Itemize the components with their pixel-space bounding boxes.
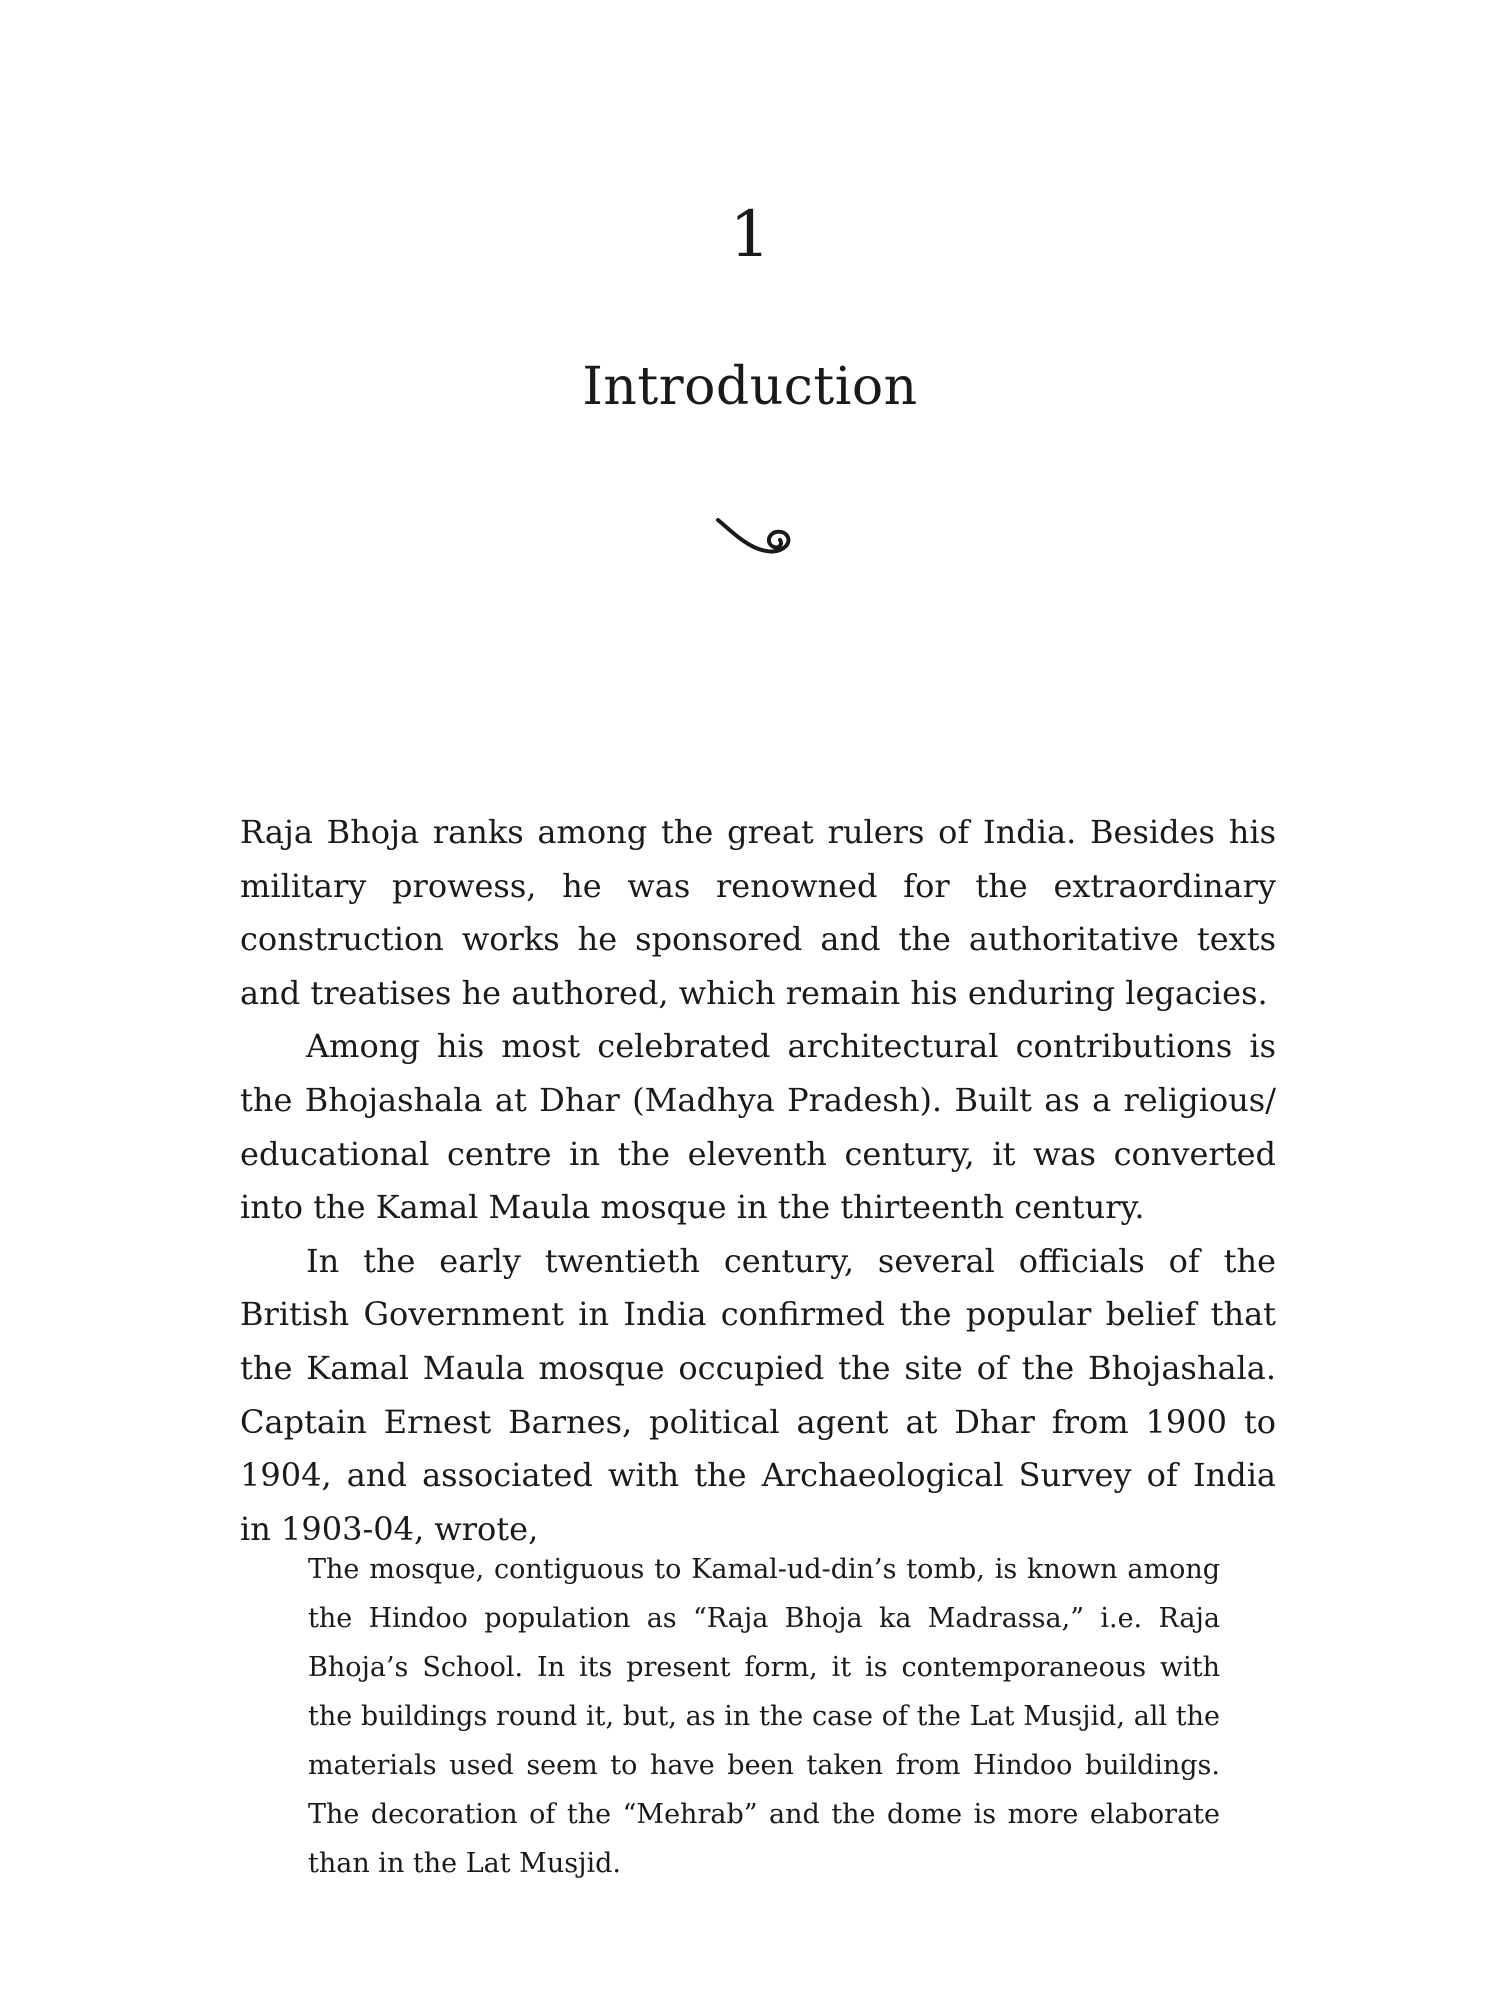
swirl-ornament-icon [712, 512, 802, 572]
paragraph-1: Raja Bhoja ranks among the great rulers of India. Besides his military prowess, he was renowned for the extraordinary construction works he sponsored and the authoritative texts and treatises he authored, which remain his enduring legacies. [240, 813, 1276, 1012]
chapter-title: Introduction [582, 357, 918, 417]
body-text [240, 806, 1276, 1556]
paragraph-2: Among his most celebrated architectural contributions is the Bhojashala at Dhar (Madhya Pradesh). Built as a religious/ educational centre in the eleventh century, it was converted into the Kamal Maula mosque in the thirteenth century. [240, 1027, 1276, 1227]
chapter-number: 1 [729, 198, 771, 272]
paragraph-3: In the early twentieth century, several officials of the British Government in India confirmed the popular belief that the Kamal Maula mosque occupied the site of the Bhojashala. Captain Ernest Barnes, political agent at Dhar from 1900 to 1904, and associated with the Archaeological Survey of India in 1903-04, wrote, [240, 1241, 1276, 1548]
block-quote: The mosque, contiguous to Kamal-ud-din’s tomb, is known among the Hindoo population as “Raja Bhoja ka Madrassa,” i.e. Raja Bhoja’s School. In its present form, it is contemporaneous with the buildings round it, but, as in the case of the Lat Musjid, all the materials used seem to have been taken from Hindoo buildings. The decoration of the “Mehrab” and the dome is more elaborate than in the Lat Musjid. [308, 1554, 1220, 1879]
